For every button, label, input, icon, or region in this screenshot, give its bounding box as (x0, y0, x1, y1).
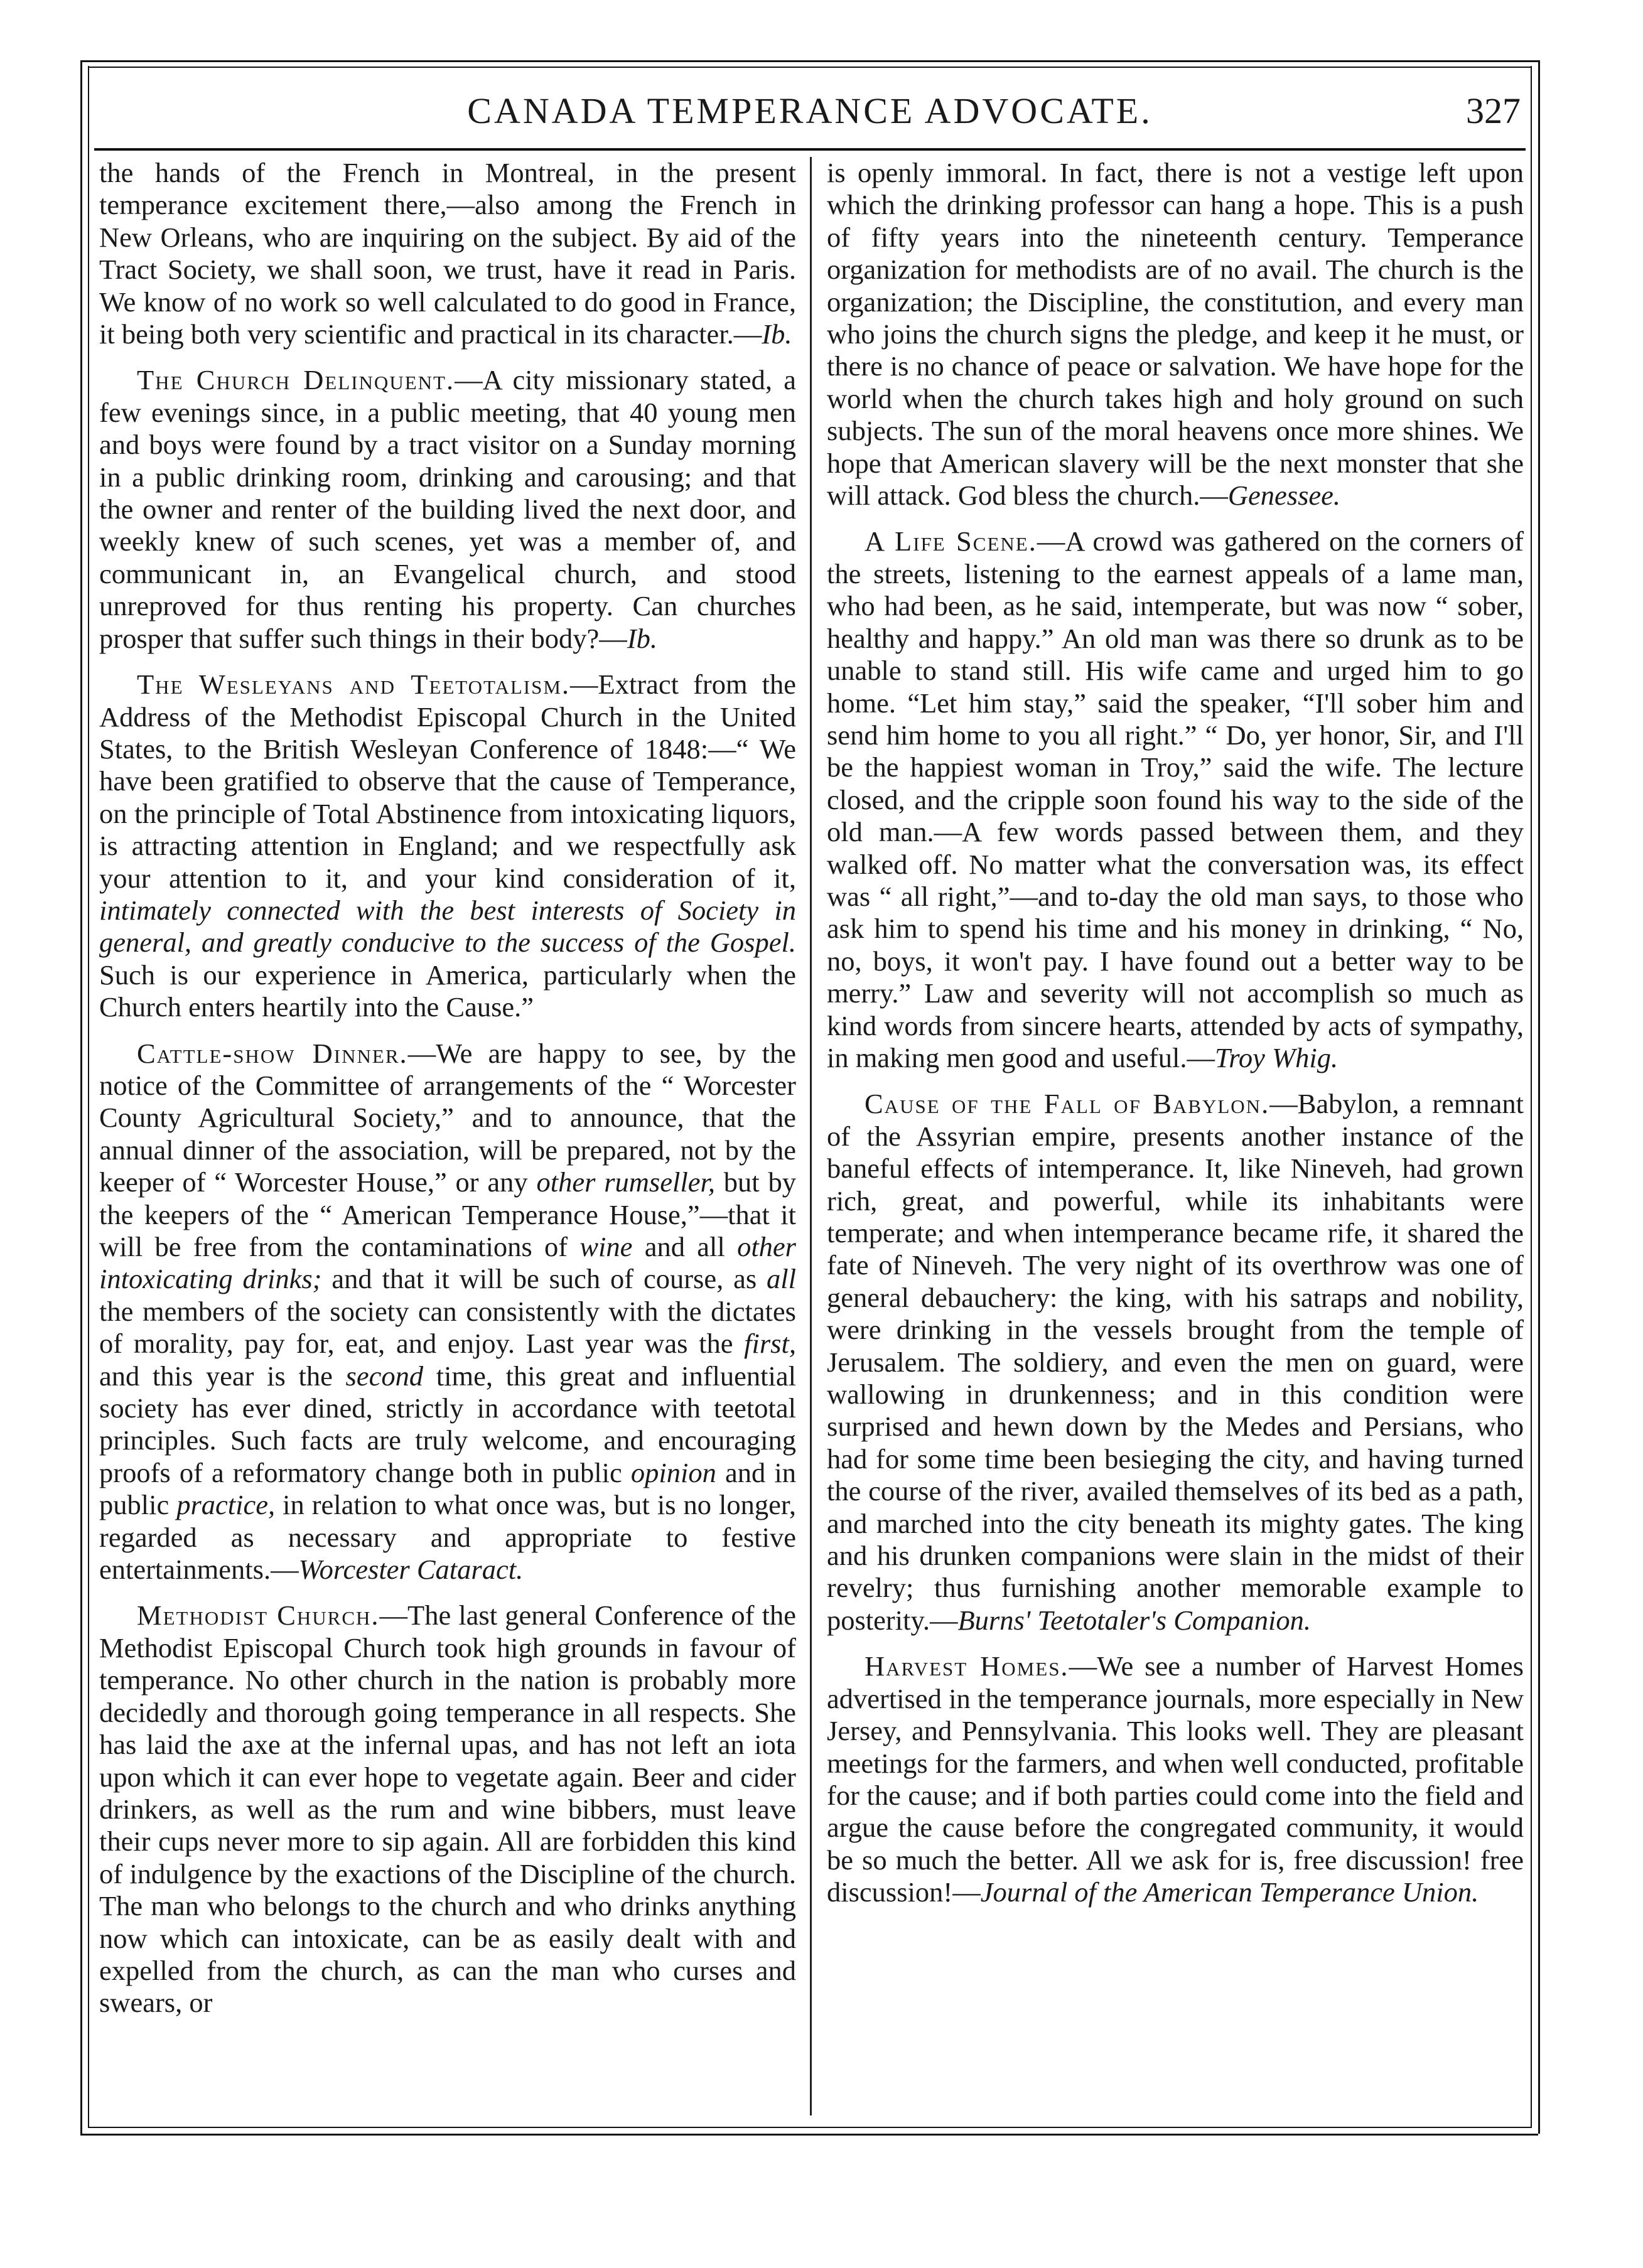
article-text: the members of the society can consistently with the dictates of morality, pay for, eat, and enjoy. Last year was the (99, 1295, 796, 1360)
article-source: Troy Whig. (1214, 1041, 1339, 1073)
article-body (99, 1599, 796, 2019)
article-fall-of-babylon (827, 1088, 1524, 1637)
article-text: in relation to what once was, but is no longer, regarded as necessary and appropriate to festive entertainments.— (99, 1489, 797, 1586)
inner-border-left (88, 66, 89, 2128)
article-source: Ib. (627, 622, 658, 654)
inner-border-top (88, 67, 1532, 68)
inner-border-bottom (88, 2127, 1532, 2128)
article-text: the hands of the French in Montreal, in the present temperance excitement there,—also among the French in New Orleans, who are inquiring on the subject. By aid of the Tract Society, we shall soon, we trust, have it read in Paris. We know of no work so well calculated to do good in France, it being both very scientific and practical in its character.— (99, 157, 796, 350)
article-heading: Cause of the Fall of Babylon. (865, 1088, 1270, 1120)
article-italic-text: intimately connected with the best interests of Society in general, and greatly conducive to the success of the Gospel. (99, 894, 796, 959)
inner-border-right (1531, 66, 1532, 2128)
article-body (99, 157, 796, 350)
page-header (94, 78, 1526, 154)
article-source: Worcester Cataract. (298, 1554, 524, 1586)
article-italic-text: wine (579, 1231, 633, 1262)
article-heading: Harvest Homes. (865, 1650, 1069, 1682)
left-column (99, 157, 796, 2033)
article-heading: The Church Delinquent. (137, 364, 455, 396)
article-body (99, 1038, 796, 1586)
outer-border-left (80, 60, 82, 2134)
article-heading: Cattle-show Dinner. (137, 1037, 408, 1069)
article-life-scene (827, 525, 1524, 1074)
article-body (827, 1650, 1524, 1908)
article-heading: A Life Scene. (865, 525, 1037, 557)
article-text: Such is our experience in America, particularly when the Church enters heartily into the Cause.” (99, 959, 796, 1023)
article-text: is openly immoral. In fact, there is not a vestige left upon which the drinking professor can hang a hope. This is a push of fifty years into the nineteenth century. Temperance organization for methodists are of no avail. The church is the organization; the Discipline, the constitution, and every man who joins the church signs the pledge, and keep it he must, or there is no chance of peace or salvation. We have hope for the world when the church takes high and holy ground on such subjects. The sun of the moral heavens once more shines. We hope that American slavery will be the next monster that she will attack. God bless the church.— (827, 157, 1524, 512)
article-body (827, 157, 1524, 512)
article-italic-text: all (767, 1263, 796, 1295)
article-text: —We see a number of Harvest Homes advertised in the temperance journals, more especially in New Jersey, and Pennsylvania. This looks well. They are pleasant meetings for the farmers, and when well conducted, profitable for the cause; and if both parties could come into the field and argue the cause before the congregated community, it would be so much the better. All we ask for is, free discussion! free discussion!— (827, 1650, 1524, 1908)
article-text: and in public (99, 1456, 796, 1521)
right-column (827, 157, 1524, 1923)
article-body (827, 1088, 1524, 1637)
article-continued-methodist (827, 157, 1524, 512)
article-text: —We are happy to see, by the notice of the Committee of arrangements of the “ Worcester County Agricultural Society,” and to announce, that the annual dinner of the association, will be prepared, not by the keeper of “ Worcester House,” or any (99, 1037, 796, 1198)
article-italic-text: other rumseller, (536, 1166, 715, 1198)
article-source: Ib. (762, 318, 792, 350)
article-continued-french (99, 157, 796, 350)
article-text: but by the keepers of the “ American Temperance House,”—that it will be free from the contaminations of (99, 1166, 796, 1262)
article-text: —The last general Conference of the Methodist Episcopal Church took high grounds in favour of temperance. No other church in the nation is probably more decidedly and thorough going temperance in all respects. She has laid the axe at the infernal upas, and has not left an iota upon which it can ever hope to vegetate again. Beer and cider drinkers, as well as the rum and wine bibbers, must leave their cups never more to sip again. All are forbidden this kind of indulgence by the exactions of the Discipline of the church. The man who belongs to the church and who drinks anything now which can intoxicate, can be as easily dealt with and expelled from the church, as can the man who curses and swears, or (99, 1599, 796, 2019)
article-italic-text: second (345, 1360, 424, 1392)
article-heading: The Wesleyans and Teetotalism. (137, 669, 571, 701)
article-italic-text: practice, (176, 1489, 276, 1521)
article-wesleyans-teetotalism (99, 669, 796, 1023)
article-church-delinquent (99, 364, 796, 655)
article-text: —Babylon, a remnant of the Assyrian empire, presents another instance of the baneful effects of intemperance. It, like Nineveh, had grown rich, great, and powerful, while its inhabitants were temperate; and when intemperance became rife, it shared the fate of Nineveh. The very night of its overthrow was one of general debauchery: the king, with his satraps and nobility, were drinking in the vessels brought from the temple of Jerusalem. The soldiery, and even the men on guard, were wallowing in drunkenness; and in this condition were surprised and hewn down by the Medes and Persians, who had for some time been besieging the city, and having turned the course of the river, availed themselves of its bed as a path, and marched into the city beneath its mighty gates. The king and his drunken companions were slain in the midst of their revelry; thus furnishing another memorable example to posterity.— (827, 1088, 1524, 1636)
article-body (99, 364, 796, 655)
article-text: and all (632, 1231, 738, 1262)
article-text: and this year is the (99, 1360, 346, 1392)
article-source: Burns' Teetotaler's Companion. (957, 1604, 1312, 1636)
article-text: and that it will be such of course, as (321, 1263, 767, 1295)
article-text: time, this great and influential society has ever dined, strictly in accordance with teetotal principles. Such facts are truly welcome, and encouraging proofs of a reformatory change both in public (99, 1360, 796, 1488)
outer-border-right (1538, 60, 1540, 2134)
page-number: 327 (1466, 90, 1521, 131)
journal-title: CANADA TEMPERANCE ADVOCATE. (467, 90, 1153, 131)
article-text: —A city missionary stated, a few evenings since, in a public meeting, that 40 young men and boys were found by a tract visitor on a Sunday morning in a public drinking room, drinking and carousing; and that the owner and renter of the building lived the next door, and weekly knew of such scenes, yet was a member of, and communicant in, an Evangelical church, and stood unreproved for thus renting his property. Can churches prosper that suffer such things in their body?— (99, 364, 796, 654)
article-body (827, 525, 1524, 1074)
article-source: Journal of the American Temperance Union. (980, 1876, 1479, 1908)
article-body (99, 669, 796, 1023)
column-divider (810, 157, 812, 2115)
article-text: —Extract from the Address of the Methodist Episcopal Church in the United States, to the British Wesleyan Conference of 1848:—“ We have been gratified to observe that the cause of Temperance, on the principle of Total Abstinence from intoxicating liquors, is attracting attention in England; and we respectfully ask your attention to it, and your kind consideration of it, (99, 669, 796, 894)
article-italic-text: opinion (630, 1456, 716, 1488)
article-italic-text: other intoxicating drinks; (99, 1231, 796, 1295)
article-harvest-homes (827, 1650, 1524, 1908)
article-methodist-church (99, 1599, 796, 2019)
article-cattle-show-dinner (99, 1038, 796, 1586)
article-text: —A crowd was gathered on the corners of the streets, listening to the earnest appeals of a lame man, who had been, as he said, intemperate, but was now “ sober, healthy and happy.” An old man was there so drunk as to be unable to stand still. His wife came and urged him to go home. “Let him stay,” said the speaker, “I'll sober him and send him home to you all right.” “ Do, yer honor, Sir, and I'll be the happiest woman in Troy,” said the wife. The lecture closed, and the cripple soon found his way to the side of the old man.—A few words passed between them, and they walked off. No matter what the conversation was, its effect was “ all right,”—and to-day the old man says, to those who ask him to spend his time and his money in drinking, “ No, no, boys, it won't pay. I have found out a better way to be merry.” Law and severity will not accomplish so much as kind words from sincere hearts, attended by acts of sympathy, in making men good and useful.— (827, 525, 1524, 1073)
article-source: Genessee. (1227, 480, 1341, 512)
article-italic-text: first, (744, 1328, 796, 1360)
article-heading: Methodist Church. (137, 1599, 380, 1631)
header-rule (94, 148, 1526, 151)
